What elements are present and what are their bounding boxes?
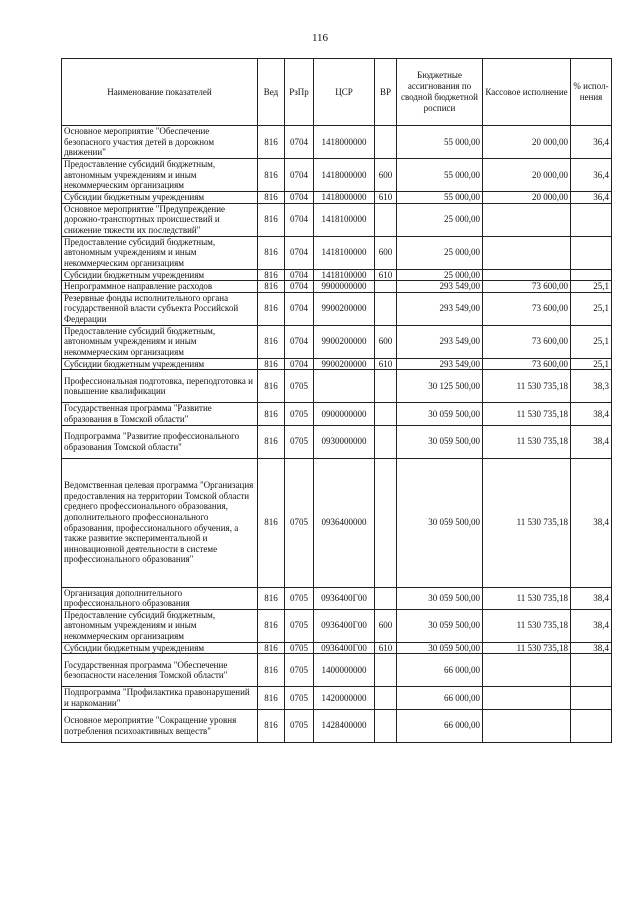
table-row	[62, 425, 612, 458]
row-csr: 9900200000	[314, 292, 375, 325]
row-pct	[571, 687, 612, 709]
row-vr	[375, 281, 397, 293]
row-name: Основное мероприятие "Обеспечение безопасного участия детей в дорожном движении"	[62, 126, 258, 159]
row-ved: 816	[258, 126, 285, 159]
row-budget: 293 549,00	[397, 292, 483, 325]
row-rzpr: 0705	[285, 654, 314, 687]
row-cash: 73 600,00	[483, 292, 571, 325]
row-csr: 9900200000	[314, 358, 375, 370]
row-budget: 55 000,00	[397, 159, 483, 192]
row-pct: 38,4	[571, 587, 612, 609]
table-row	[62, 192, 612, 204]
row-pct: 38,4	[571, 425, 612, 458]
row-budget: 66 000,00	[397, 709, 483, 742]
row-budget: 30 059 500,00	[397, 642, 483, 654]
row-pct	[571, 654, 612, 687]
row-budget: 30 059 500,00	[397, 609, 483, 642]
row-pct: 25,1	[571, 292, 612, 325]
page-number: 116	[311, 32, 329, 44]
table-row	[62, 269, 612, 281]
row-csr: 9900200000	[314, 325, 375, 358]
row-name: Непрограммное направление расходов	[62, 281, 258, 293]
header-vr: ВР	[375, 59, 397, 126]
row-cash: 20 000,00	[483, 192, 571, 204]
row-vr	[375, 126, 397, 159]
table-row	[62, 281, 612, 293]
row-vr	[375, 203, 397, 236]
table-row	[62, 642, 612, 654]
row-vr	[375, 370, 397, 403]
row-ved: 816	[258, 159, 285, 192]
row-vr	[375, 709, 397, 742]
header-csr: ЦСР	[314, 59, 375, 126]
row-ved: 816	[258, 236, 285, 269]
row-pct	[571, 203, 612, 236]
row-ved: 816	[258, 587, 285, 609]
row-csr: 1418000000	[314, 159, 375, 192]
row-name: Подпрограмма "Развитие профессионального образования Томской области"	[62, 425, 258, 458]
row-pct	[571, 236, 612, 269]
table-row	[62, 292, 612, 325]
row-cash: 11 530 735,18	[483, 403, 571, 425]
row-pct	[571, 269, 612, 281]
row-rzpr: 0705	[285, 425, 314, 458]
row-csr: 0936400Г00	[314, 609, 375, 642]
row-rzpr: 0704	[285, 126, 314, 159]
row-cash: 73 600,00	[483, 358, 571, 370]
row-csr: 0930000000	[314, 425, 375, 458]
table-row	[62, 203, 612, 236]
table-row	[62, 687, 612, 709]
row-pct: 38,3	[571, 370, 612, 403]
row-budget: 30 059 500,00	[397, 587, 483, 609]
row-csr: 1418000000	[314, 126, 375, 159]
row-vr: 600	[375, 159, 397, 192]
header-budget: Бюджетные ассигнования по сводной бюджетной росписи	[397, 59, 483, 126]
row-csr	[314, 370, 375, 403]
row-csr: 1420000000	[314, 687, 375, 709]
row-vr	[375, 425, 397, 458]
row-pct: 36,4	[571, 126, 612, 159]
row-rzpr: 0704	[285, 358, 314, 370]
row-csr: 1418100000	[314, 269, 375, 281]
row-ved: 816	[258, 325, 285, 358]
row-csr: 1418100000	[314, 203, 375, 236]
row-budget: 66 000,00	[397, 687, 483, 709]
row-csr: 1400000000	[314, 654, 375, 687]
row-rzpr: 0704	[285, 325, 314, 358]
row-csr: 1428400000	[314, 709, 375, 742]
row-name: Профессиональная подготовка, переподготовка и повышение квалификации	[62, 370, 258, 403]
row-budget: 55 000,00	[397, 126, 483, 159]
row-cash: 11 530 735,18	[483, 587, 571, 609]
row-rzpr: 0704	[285, 281, 314, 293]
row-name: Государственная программа "Обеспечение безопасности населения Томской области"	[62, 654, 258, 687]
row-csr: 0900000000	[314, 403, 375, 425]
table-row	[62, 236, 612, 269]
row-vr: 600	[375, 609, 397, 642]
row-name: Предоставление субсидий бюджетным, автономным учреждениям и иным некоммерческим организациям	[62, 236, 258, 269]
row-cash: 11 530 735,18	[483, 642, 571, 654]
row-rzpr: 0704	[285, 203, 314, 236]
header-cash: Кассовое исполнение	[483, 59, 571, 126]
row-name: Субсидии бюджетным учреждениям	[62, 358, 258, 370]
row-vr	[375, 587, 397, 609]
table-row	[62, 709, 612, 742]
row-rzpr: 0704	[285, 292, 314, 325]
row-budget: 293 549,00	[397, 281, 483, 293]
row-cash	[483, 236, 571, 269]
row-ved: 816	[258, 281, 285, 293]
row-cash	[483, 203, 571, 236]
row-name: Субсидии бюджетным учреждениям	[62, 642, 258, 654]
row-budget: 25 000,00	[397, 236, 483, 269]
row-pct: 25,1	[571, 325, 612, 358]
row-ved: 816	[258, 292, 285, 325]
row-vr	[375, 403, 397, 425]
row-rzpr: 0704	[285, 159, 314, 192]
row-pct: 25,1	[571, 358, 612, 370]
budget-table	[61, 58, 612, 743]
row-vr: 610	[375, 358, 397, 370]
row-name: Предоставление субсидий бюджетным, автономным учреждениям и иным некоммерческим организациям	[62, 325, 258, 358]
row-csr: 0936400000	[314, 458, 375, 587]
row-pct: 36,4	[571, 192, 612, 204]
row-vr	[375, 458, 397, 587]
row-ved: 816	[258, 269, 285, 281]
row-csr: 1418100000	[314, 236, 375, 269]
row-budget: 30 125 500,00	[397, 370, 483, 403]
row-cash: 11 530 735,18	[483, 609, 571, 642]
row-pct	[571, 709, 612, 742]
row-budget: 66 000,00	[397, 654, 483, 687]
row-rzpr: 0705	[285, 687, 314, 709]
row-vr: 610	[375, 642, 397, 654]
table-row	[62, 609, 612, 642]
table-row	[62, 654, 612, 687]
row-cash: 73 600,00	[483, 325, 571, 358]
row-cash	[483, 687, 571, 709]
row-budget: 293 549,00	[397, 358, 483, 370]
header-pct: % испол-нения	[571, 59, 612, 126]
row-budget: 55 000,00	[397, 192, 483, 204]
table-row	[62, 159, 612, 192]
row-ved: 816	[258, 709, 285, 742]
row-name: Резервные фонды исполнительного органа государственной власти субъекта Российской Федерации	[62, 292, 258, 325]
row-ved: 816	[258, 370, 285, 403]
row-ved: 816	[258, 358, 285, 370]
table-row	[62, 458, 612, 587]
row-cash: 73 600,00	[483, 281, 571, 293]
table-row	[62, 587, 612, 609]
table-row	[62, 370, 612, 403]
table-row	[62, 403, 612, 425]
header-name: Наименование показателей	[62, 59, 258, 126]
row-rzpr: 0705	[285, 709, 314, 742]
row-vr: 610	[375, 192, 397, 204]
row-cash: 11 530 735,18	[483, 425, 571, 458]
row-vr	[375, 292, 397, 325]
row-csr: 0936400Г00	[314, 587, 375, 609]
row-name: Предоставление субсидий бюджетным, автономным учреждениям и иным некоммерческим организациям	[62, 159, 258, 192]
row-pct: 38,4	[571, 458, 612, 587]
row-budget: 25 000,00	[397, 269, 483, 281]
row-rzpr: 0705	[285, 458, 314, 587]
row-rzpr: 0705	[285, 370, 314, 403]
row-cash: 11 530 735,18	[483, 458, 571, 587]
row-rzpr: 0705	[285, 587, 314, 609]
row-csr: 9900000000	[314, 281, 375, 293]
row-rzpr: 0704	[285, 192, 314, 204]
row-budget: 293 549,00	[397, 325, 483, 358]
row-csr: 0936400Г00	[314, 642, 375, 654]
row-cash	[483, 269, 571, 281]
row-vr: 600	[375, 325, 397, 358]
row-rzpr: 0705	[285, 609, 314, 642]
row-name: Организация дополнительного профессионального образования	[62, 587, 258, 609]
row-ved: 816	[258, 203, 285, 236]
row-vr: 610	[375, 269, 397, 281]
row-name: Ведомственная целевая программа "Организация предоставления на территории Томской области среднего профессионального образования, дополнительного профессионального образования, профессионального обучения, а также развитие экспериментальной и инновационной деятельности в системе профессионального образования"	[62, 458, 258, 587]
row-cash	[483, 709, 571, 742]
table-row	[62, 325, 612, 358]
row-rzpr: 0704	[285, 269, 314, 281]
table-row	[62, 126, 612, 159]
row-csr: 1418000000	[314, 192, 375, 204]
row-cash	[483, 654, 571, 687]
row-ved: 816	[258, 609, 285, 642]
row-pct: 38,4	[571, 403, 612, 425]
row-ved: 816	[258, 458, 285, 587]
row-name: Государственная программа "Развитие образования в Томской области"	[62, 403, 258, 425]
row-cash: 11 530 735,18	[483, 370, 571, 403]
header-rzpr: РзПр	[285, 59, 314, 126]
row-rzpr: 0705	[285, 403, 314, 425]
row-pct: 25,1	[571, 281, 612, 293]
row-budget: 30 059 500,00	[397, 425, 483, 458]
row-pct: 36,4	[571, 159, 612, 192]
row-budget: 30 059 500,00	[397, 458, 483, 587]
row-ved: 816	[258, 654, 285, 687]
header-row	[62, 59, 612, 126]
row-vr	[375, 687, 397, 709]
row-rzpr: 0705	[285, 642, 314, 654]
row-name: Субсидии бюджетным учреждениям	[62, 269, 258, 281]
row-rzpr: 0704	[285, 236, 314, 269]
row-ved: 816	[258, 192, 285, 204]
header-ved: Вед	[258, 59, 285, 126]
row-cash: 20 000,00	[483, 126, 571, 159]
row-budget: 30 059 500,00	[397, 403, 483, 425]
row-ved: 816	[258, 403, 285, 425]
row-pct: 38,4	[571, 609, 612, 642]
row-name: Основное мероприятие "Сокращение уровня потребления психоактивных веществ"	[62, 709, 258, 742]
row-name: Подпрограмма "Профилактика правонарушений и наркомании"	[62, 687, 258, 709]
row-pct: 38,4	[571, 642, 612, 654]
row-vr: 600	[375, 236, 397, 269]
row-name: Основное мероприятие "Предупреждение дорожно-транспортных происшествий и снижение тяжести их последствий"	[62, 203, 258, 236]
row-name: Субсидии бюджетным учреждениям	[62, 192, 258, 204]
row-budget: 25 000,00	[397, 203, 483, 236]
row-cash: 20 000,00	[483, 159, 571, 192]
row-ved: 816	[258, 425, 285, 458]
row-ved: 816	[258, 642, 285, 654]
row-vr	[375, 654, 397, 687]
table-row	[62, 358, 612, 370]
row-name: Предоставление субсидий бюджетным, автономным учреждениям и иным некоммерческим организациям	[62, 609, 258, 642]
row-ved: 816	[258, 687, 285, 709]
